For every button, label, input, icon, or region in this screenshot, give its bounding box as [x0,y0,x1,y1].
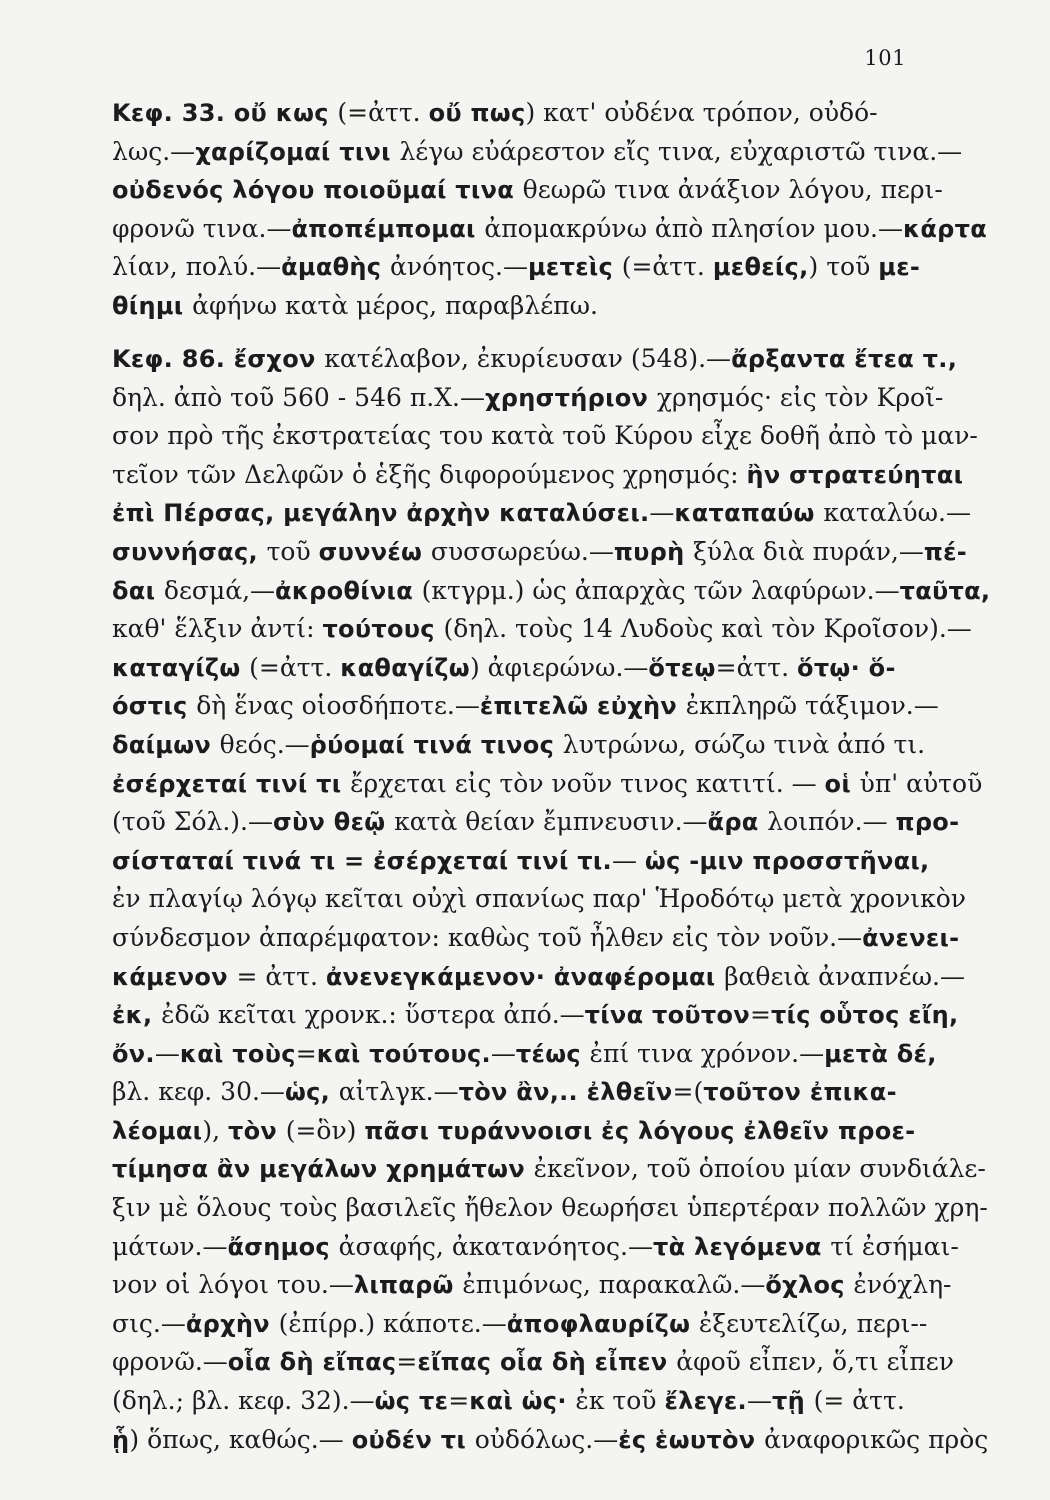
gloss-text: ἐδῶ κεῖται χρονκ.: ὕστερα ἀπό.— [161,1000,585,1030]
lemma-text: δαίμων [112,730,220,759]
lemma-text: ὡς τε [374,1387,449,1416]
lemma-text: πέ- [923,537,968,566]
lemma-text: ἀμαθὴς [281,253,390,282]
lemma-text: ἀκροθίνια [275,576,422,605]
lemma-text: καὶ τοὺς [179,1039,296,1068]
gloss-text: (κτγρμ.) ὡς ἀπαρχὰς τῶν λαφύρων.— [421,575,900,605]
lemma-text: κάμενον [112,962,237,991]
gloss-text: = [749,1000,771,1030]
text-line [112,842,930,881]
gloss-text: ἐκεῖνον, τοῦ ὁποίου μίαν συνδιάλε- [533,1154,986,1184]
gloss-text: τί ἐσήμαι- [830,1231,959,1261]
text-line [112,133,963,172]
lemma-text: Κεφ. 86. ἔσχον [112,345,325,373]
gloss-text: ), [202,1115,228,1145]
gloss-text: (= ἀττ. [813,1386,905,1416]
lemma-text: σίσταταί τινά τι = ἐσέρχεταί τινί τι. [112,846,612,875]
lemma-text: καὶ ὡς· [469,1387,576,1416]
gloss-text: ἀφοῦ εἶπεν, ὅ,τι εἶπεν [676,1347,954,1377]
gloss-text: οὐδόλως.— [474,1424,619,1454]
gloss-text: ἀφήνω κατὰ μέρος, παραβλέπω. [192,290,598,320]
gloss-text: νον οἱ λόγοι του.— [112,1270,354,1300]
gloss-text: ἐκ τοῦ [575,1386,665,1416]
lemma-text: όστις [112,692,197,721]
chapter-33-notes [112,94,988,326]
lemma-text: οἱ [824,769,860,798]
gloss-text: βαθειὰ ἀναπνέω.— [724,961,965,991]
text-line [112,494,971,533]
text-line [112,919,960,958]
gloss-text: (=ἀττ. [621,252,713,282]
lemma-text: δαι [112,576,164,605]
gloss-text: ἐκπληρῶ τάξιμον.— [685,691,939,721]
lemma-text: ἢν στρατεύηται [746,460,964,489]
text-line [112,1035,937,1074]
gloss-text: =ἀττ. [715,652,798,682]
gloss-text: θεωρῶ τινα ἀνάξιον λόγου, περι- [522,175,943,205]
lemma-text: οὐδενός λόγου ποιοῦμαί τινα [112,176,523,205]
lemma-text: συννέω [318,537,431,566]
text-line [112,1112,920,1151]
gloss-text: ) ἀφιερώνω.— [469,652,649,682]
lemma-text: τῇ [771,1387,814,1416]
gloss-text: σις.— [112,1308,186,1338]
lemma-text: σὺν θεῷ [273,808,395,837]
gloss-text: λοιπόν.— [767,807,896,837]
gloss-text: ἐπί τινα χρόνον.— [589,1038,825,1068]
lemma-text: ὅτῳ· ὅ- [797,653,896,682]
lemma-text: ἐς ἑωυτὸν [618,1425,765,1454]
gloss-text: — [490,1038,516,1068]
gloss-text: ἐπιμόνως, παρακαλῶ.— [462,1270,766,1300]
gloss-text: (δηλ.; βλ. κεφ. 32).— [112,1386,375,1416]
lemma-text: τοῦτον ἐπικα- [703,1078,897,1107]
lemma-text: ἄρα [707,808,768,837]
text-line [112,1382,920,1421]
lemma-text: λιπαρῶ [353,1271,463,1300]
gloss-text: δὴ ἕνας οἱοσδήποτε.— [196,691,480,721]
gloss-text: συσσωρεύω.— [430,536,614,566]
gloss-text: φρονῶ τινα.— [112,213,292,243]
gloss-text: ἀπομακρύνω ἀπὸ πλησίον μου.— [484,213,903,243]
gloss-text: ἀσαφής, ἀκατανόητος.— [338,1231,653,1261]
lemma-text: ὡς -μιν προσστῆναι, [644,846,930,875]
gloss-text: — [154,1038,180,1068]
lemma-text: ὄν. [112,1039,155,1068]
text-line [112,687,939,726]
gloss-text: (ἐπίρρ.) κάποτε.— [278,1308,507,1338]
text-line [112,1150,986,1189]
text-line [112,1266,952,1305]
text-line [112,765,983,804]
lemma-text: μεθείς, [712,253,809,282]
lemma-text: ἄρξαντα ἔτεα τ., [731,345,958,373]
lemma-text: καὶ τούτους. [316,1039,491,1068]
lemma-text: ἀνενεγκάμενον· ἀναφέρομαι [325,962,725,991]
gloss-text: ξιν μὲ ὅλους τοὺς βασιλεῖς ἤθελον θεωρήσει ὑπερτέραν πολλῶν χρη- [112,1193,988,1223]
lemma-text: καταγίζω [112,653,250,682]
gloss-text: αἰτλγκ.— [338,1077,459,1107]
gloss-text: ) τοῦ [808,252,879,282]
lemma-text: ἄσημος [227,1232,339,1261]
gloss-text: τεῖον τῶν Δελφῶν ὁ ἑξῆς διφορούμενος χρησμός: [112,459,747,489]
gloss-text: θεός.— [219,729,310,759]
lemma-text: τέως [515,1039,590,1068]
lemma-text: προ- [895,808,960,837]
lemma-text: τίς οὗτος εἴη, [770,1001,959,1030]
lemma-text: τίμησα ἂν μεγάλων χρημάτων [112,1155,534,1184]
gloss-text: κατὰ θείαν ἔμπνευσιν.— [394,807,708,837]
lemma-text: τίνα τοῦτον [584,1001,750,1030]
text-line [112,1189,988,1228]
text-line [112,456,964,495]
gloss-text: ) ὅπως, καθώς.— [129,1424,352,1454]
gloss-text: ἐνόχλη- [853,1270,952,1300]
text-line [112,379,944,418]
lemma-text: ᾗ [112,1425,130,1454]
text-line [112,726,926,765]
gloss-text: βλ. κεφ. 30.— [112,1077,285,1107]
text-line [112,94,920,133]
lemma-text: καθαγίζω [340,653,470,682]
lemma-text: ἐπιτελῶ εὐχὴν [479,692,686,721]
text-line [112,1228,959,1267]
gloss-text: — [746,1386,772,1416]
lemma-text: ὄχλος [765,1271,854,1300]
text-line [112,958,965,997]
lemma-text: θίημι [112,291,193,320]
lemma-text: ἐκ, [112,1001,162,1030]
lemma-text: οὐδέν τι [351,1425,475,1454]
text-line [112,572,991,611]
gloss-text: φρονῶ.— [112,1347,228,1377]
lemma-text: ἔλεγε. [664,1387,747,1416]
text-line [112,803,960,842]
gloss-text: ξύλα διὰ πυράν,— [693,536,924,566]
text-line [112,287,920,326]
gloss-text: = [295,1038,317,1068]
gloss-text: ἀνόητος.— [390,252,528,282]
gloss-text: ) κατ' οὐδένα τρόπον, οὐδό- [525,98,878,127]
lemma-text: ῥύομαί τινά τινος [309,730,563,759]
gloss-text: καθ' ἕλξιν ἀντί: [112,614,323,644]
lemma-text: κάρτα [902,214,988,243]
text-line [112,248,920,287]
lemma-text: τούτους [322,615,444,644]
gloss-text: (τοῦ Σόλ.).— [112,807,273,837]
gloss-text: δεσμά,— [163,575,276,605]
text-line [112,1305,928,1344]
gloss-text: (=ὃν) [285,1115,365,1145]
lemma-text: ἀρχὴν [185,1309,279,1338]
text-line [112,610,972,649]
text-line [112,340,958,379]
gloss-text: μάτων.— [112,1231,228,1261]
text-line [112,1343,954,1382]
gloss-text: (=ἀττ. [249,652,341,682]
text-line [112,1073,920,1112]
chapter-86-notes [112,340,991,1459]
gloss-text: δηλ. ἀπὸ τοῦ 560 - 546 π.Χ.— [112,382,485,412]
gloss-text: = [396,1347,418,1377]
text-line [112,1421,989,1460]
gloss-text: (=ἀττ. [337,98,429,127]
lemma-text: με- [878,253,921,282]
gloss-text: λυτρώνω, σώζω τινὰ ἀπό τι. [562,729,926,759]
gloss-text: σύνδεσμον ἀπαρέμφατον: καθὼς τοῦ ἦλθεν εἰς τὸν νοῦν.— [112,922,863,952]
text-line [112,210,988,249]
text-line [112,649,920,688]
gloss-text: ἔρχεται εἰς τὸν νοῦν τινος κατιτί. — [350,768,825,798]
lemma-text: συννήσας, [112,537,267,566]
lemma-text: ἀποφλαυρίζω [506,1309,699,1338]
text-line [112,171,943,210]
lemma-text: μετὰ δέ, [824,1039,937,1068]
lemma-text: χρηστήριον [484,383,657,412]
lemma-text: τὸν ἂν,.. ἐλθεῖν [458,1078,673,1107]
gloss-text: κατέλαβον, ἐκυρίευσαν (548).— [324,344,732,373]
lemma-text: ταῦτα, [899,576,991,605]
gloss-text: ἀναφορικῶς πρὸς [764,1424,989,1454]
gloss-text: σον πρὸ τῆς ἐκστρατείας του κατὰ τοῦ Κύρου εἶχε δοθῆ ἀπὸ τὸ μαν- [112,421,978,451]
lemma-text: πυρὴ [613,537,694,566]
text-line [112,880,966,919]
gloss-text: ἐν πλαγίῳ λόγῳ κεῖται οὐχὶ σπανίως παρ' Ἡροδότῳ μετὰ χρονικὸν [112,884,966,914]
lemma-text: οὔ πως [428,99,526,127]
text-line [112,417,978,456]
lemma-text: καταπαύω [674,499,824,528]
gloss-text: (δηλ. τοὺς 14 Λυδοὺς καὶ τὸν Κροῖσον).— [443,614,972,644]
gloss-text: — [649,498,675,528]
gloss-text: τοῦ [266,536,319,566]
gloss-text: — [611,845,645,875]
lemma-text: πᾶσι τυράννοισι ἐς λόγους ἐλθεῖν προε- [364,1116,916,1145]
lemma-text: ἀνενει- [862,923,960,952]
page-number: 101 [864,46,906,70]
lemma-text: τὰ λεγόμενα [652,1232,831,1261]
gloss-text: ἐξευτελίζω, περι-- [698,1308,928,1338]
gloss-text: λέγω εὐάρεστον εἴς τινα, εὐχαριστῶ τινα.— [399,136,963,166]
lemma-text: μετεὶς [527,253,622,282]
lemma-text: τὸν [228,1116,286,1145]
gloss-text: καταλύω.— [823,498,971,528]
gloss-text: χρησμός· εἰς τὸν Κροῖ- [656,382,944,412]
text-line [112,533,968,572]
text-line [112,996,959,1035]
lemma-text: οἷα δὴ εἴπας [227,1348,397,1377]
gloss-text: ὑπ' αὐτοῦ [859,768,983,798]
lemma-text: χαρίζομαί τινι [195,137,400,166]
gloss-text: = [448,1386,470,1416]
lemma-text: Κεφ. 33. οὔ κως [112,99,338,127]
lemma-text: ὡς, [284,1078,339,1107]
gloss-text: = ἀττ. [236,961,326,991]
lemma-text: ἀποπέμπομαι [291,214,485,243]
gloss-text: =( [672,1077,704,1107]
gloss-text: λως.— [112,136,196,166]
lemma-text: ἐπὶ Πέρσας, μεγάλην ἀρχὴν καταλύσει. [112,499,650,528]
lemma-text: εἴπας οἷα δὴ εἶπεν [417,1348,677,1377]
lemma-text: ὅτεῳ [648,653,716,682]
lemma-text: λέομαι [112,1116,203,1145]
lemma-text: ἐσέρχεταί τινί τι [112,769,351,798]
gloss-text: λίαν, πολύ.— [112,252,282,282]
